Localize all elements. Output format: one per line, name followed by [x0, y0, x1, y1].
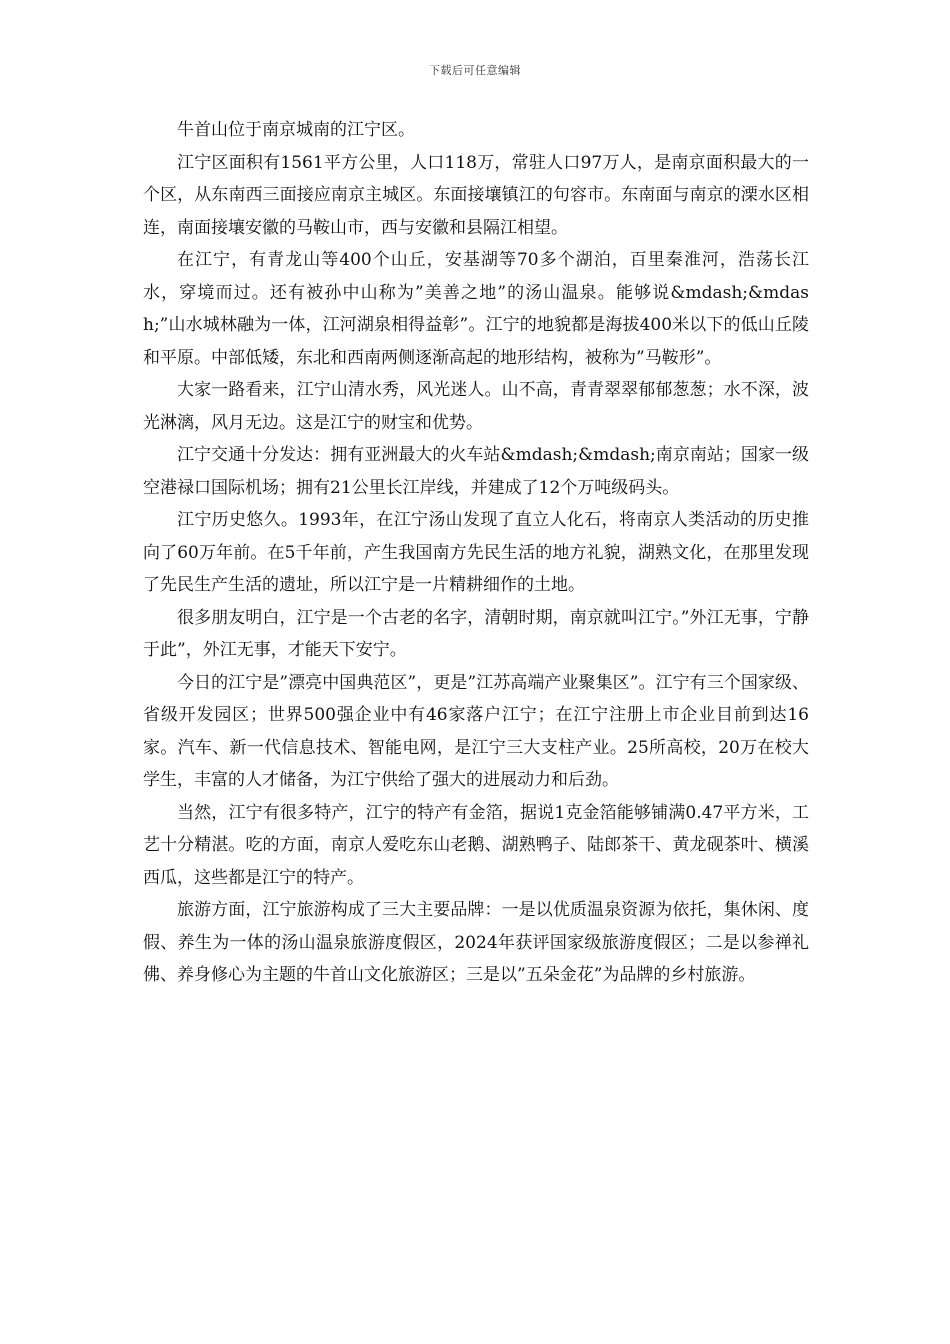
paragraph: 今日的江宁是”漂亮中国典范区”，更是”江苏高端产业聚集区”。江宁有三个国家级、省级开发园区；世界500强企业中有46家落户江宁；在江宁注册上市企业目前到达16家。汽车、新一代信息技术、智能电网，是江宁三大支柱产业。25所高校，20万在校大学生，丰富的人才储备，为江宁供给了强大的进展动力和后劲。: [143, 672, 809, 790]
paragraph: 江宁交通十分发达：拥有亚洲最大的火车站&mdash;&mdash;南京南站；国家一级空港禄口国际机场；拥有21公里长江岸线，并建成了12个万吨级码头。: [143, 445, 809, 498]
paragraph: 很多朋友明白，江宁是一个古老的名字，清朝时期，南京就叫江宁。”外江无事，宁静于此”，外江无事，才能天下安宁。: [143, 607, 809, 660]
paragraph: 江宁区面积有1561平方公里，人口118万，常驻人口97万人，是南京面积最大的一个区，从东南西三面接应南京主城区。东面接壤镇江的句容市。东南面与南京的溧水区相连，南面接壤安徽的马鞍山市，西与安徽和县隔江相望。: [143, 152, 809, 238]
paragraph: 当然，江宁有很多特产，江宁的特产有金箔，据说1克金箔能够铺满0.47平方米，工艺十分精湛。吃的方面，南京人爱吃东山老鹅、湖熟鸭子、陆郎茶干、黄龙砚茶叶、横溪西瓜，这些都是江宁的特产。: [143, 802, 809, 888]
paragraph: 旅游方面，江宁旅游构成了三大主要品牌：一是以优质温泉资源为依托，集休闲、度假、养生为一体的汤山温泉旅游度假区，2024年获评国家级旅游度假区；二是以参禅礼佛、养身修心为主题的牛首山文化旅游区；三是以”五朵金花”为品牌的乡村旅游。: [143, 900, 809, 985]
document-body: [143, 114, 809, 992]
page-header: 下载后可任意编辑: [429, 64, 521, 77]
paragraph: 牛首山位于南京城南的江宁区。: [177, 120, 415, 140]
paragraph: 在江宁，有青龙山等400个山丘，安基湖等70多个湖泊，百里秦淮河，浩荡长江水，穿境而过。还有被孙中山称为”美善之地”的汤山温泉。能够说&mdash;&mdash;”山水城林融为一体，江河湖泉相得益彰”。江宁的地貌都是海拔400米以下的低山丘陵和平原。中部低矮，东北和西南两侧逐渐高起的地形结构，被称为”马鞍形”。: [143, 250, 809, 368]
paragraph: 大家一路看来，江宁山清水秀，风光迷人。山不高，青青翠翠郁郁葱葱；水不深，波光淋漓，风月无边。这是江宁的财宝和优势。: [143, 380, 809, 433]
paragraph: 江宁历史悠久。1993年，在江宁汤山发现了直立人化石，将南京人类活动的历史推向了60万年前。在5千年前，产生我国南方先民生活的地方礼貌，湖熟文化，在那里发现了先民生产生活的遗址，所以江宁是一片精耕细作的土地。: [143, 510, 809, 595]
